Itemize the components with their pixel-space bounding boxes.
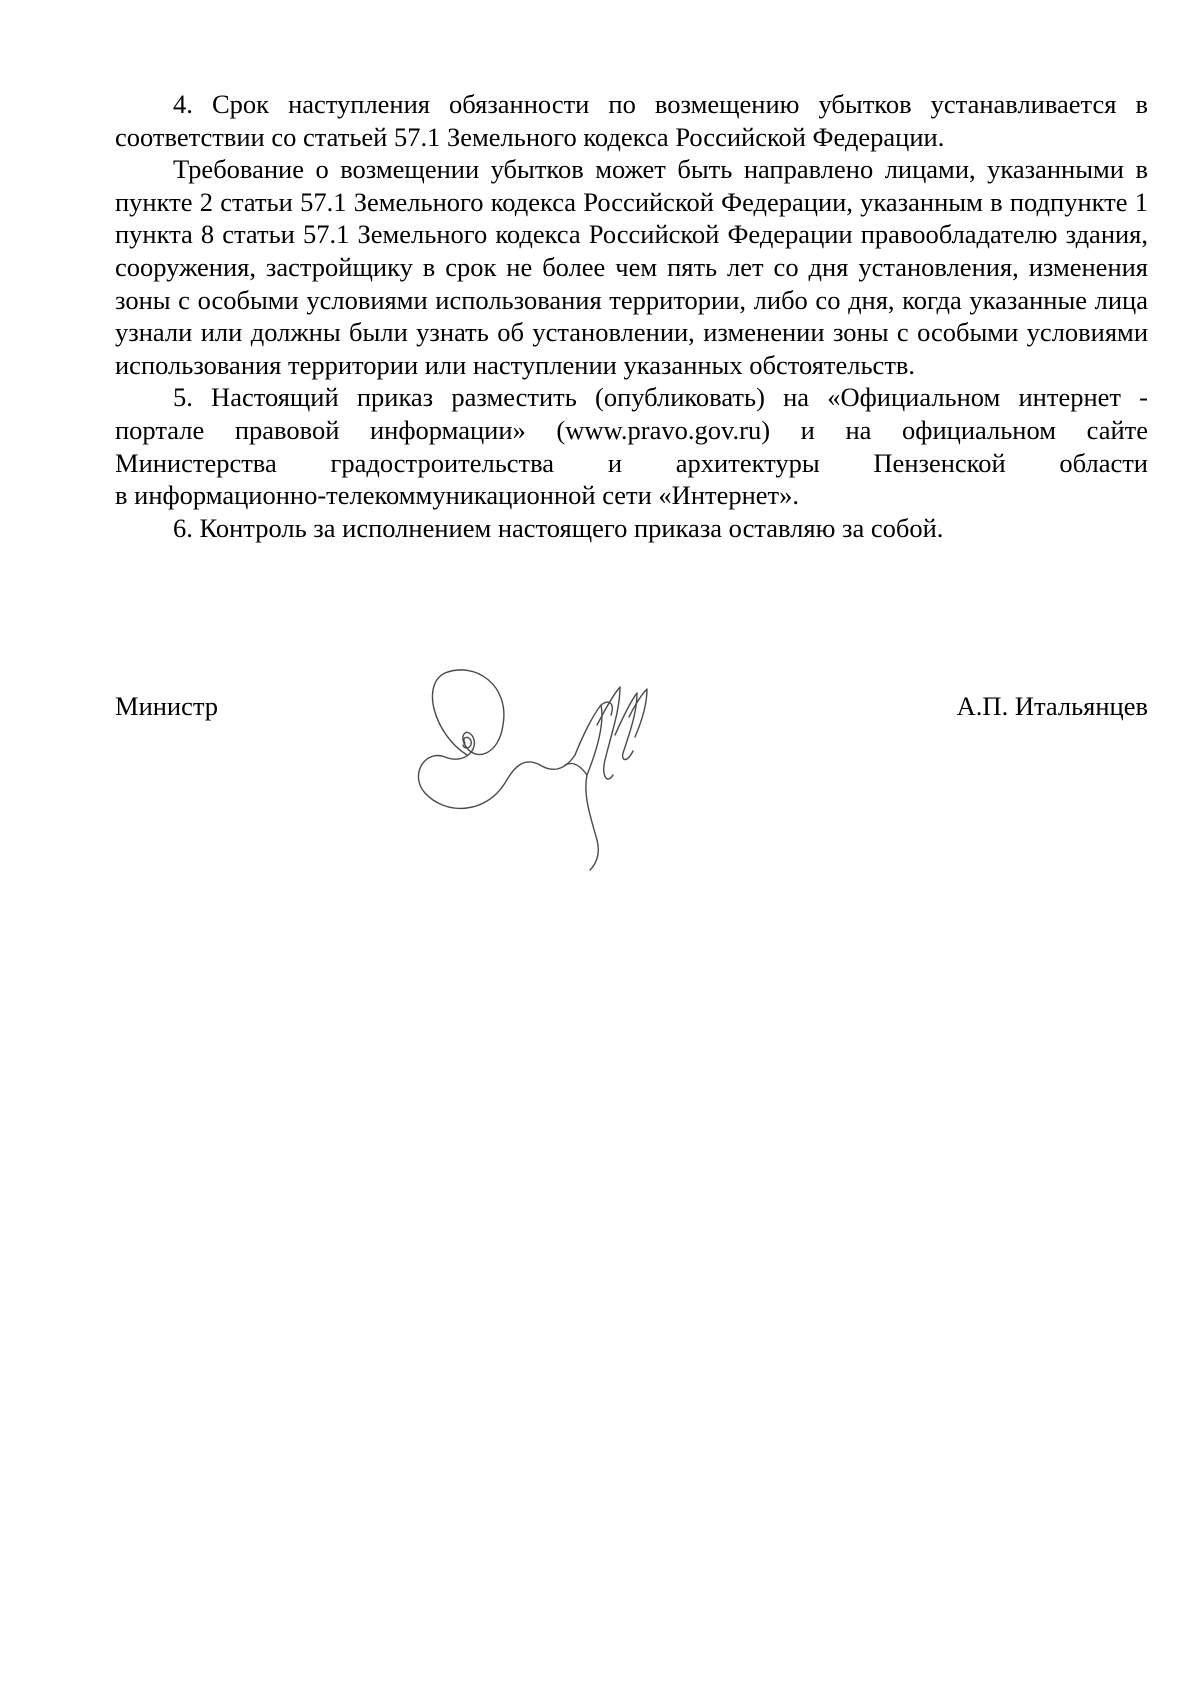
- handwritten-signature: [415, 665, 685, 875]
- paragraph-item-6: 6. Контроль за исполнением настоящего приказа оставляю за собой.: [173, 512, 944, 543]
- document-body: [115, 88, 1148, 544]
- paragraph-item-5: 5. Настоящий приказ разместить (опубликовать) на «Официальном интернет - портале правовой информации» (www.pravo.gov.ru) и на официальном сайте Министерства градостроительства и архитектуры Пензенской области: [115, 382, 1148, 478]
- signatory-title: Министр: [115, 691, 219, 721]
- paragraph-item-4: 4. Срок наступления обязанности по возмещению убытков устанавливается в соответствии со статьей 57.1 Земельного кодекса Российской Федерации.: [115, 89, 1148, 152]
- paragraph-item-5-continued: в информационно-телекоммуникационной сети «Интернет».: [115, 480, 799, 511]
- signatory-name: А.П. Итальянцев: [956, 691, 1148, 721]
- paragraph-damages-claim: Требование о возмещении убытков может быть направлено лицами, указанными в пункте 2 статьи 57.1 Земельного кодекса Российской Федерации, указанным в подпункте 1 пункта 8 статьи 57.1 Земельного кодекса Российской Федерации правообладателю здания, сооружения, застройщику в срок не более чем пять лет со дня установления, изменения зоны с особыми условиями использования территории, либо со дня, когда указанные лица узнали или должны были узнать об установлении, изменении зоны с особыми условиями использования территории или наступлении указанных обстоятельств.: [115, 154, 1148, 380]
